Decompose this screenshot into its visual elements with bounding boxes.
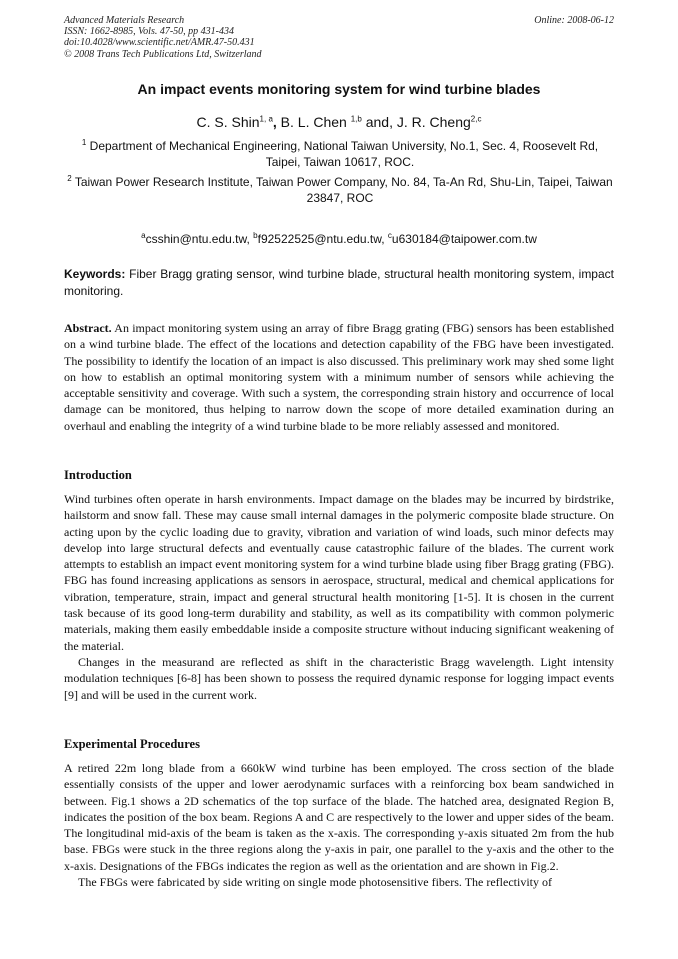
journal-name: Advanced Materials Research: [64, 15, 185, 26]
author-2-sup: 1,b: [350, 114, 362, 124]
affiliation-1-sup: 1: [81, 138, 87, 147]
experimental-paragraph-1: A retired 22m long blade from a 660kW wind turbine has been employed. The cross section of the blade essentially consists of the upper and lower aerodynamic surfaces with a reinforcing box beam sandwiched in between. Fig.1 shows a 2D schematics of the top surface of the blade. The hatched area, designated Region B, indicates the position of the box beam. Regions A and C are respectively to the lower and upper sides of the beam. The longitudinal mid-axis of the beam is taken as the x-axis. The corresponding y-axis situated 2m from the hub base. FBGs were stuck in the three regions along the y-axis in pair, one parallel to the y-axis and the other to the x-axis. Designations of the FBGs indicates the region as well as the orientation and are shown in Fig.2.: [64, 761, 614, 873]
abstract: [64, 320, 614, 434]
affiliation-2: [64, 174, 616, 206]
experimental-body: [64, 760, 614, 890]
affiliation-2-text: Taiwan Power Research Institute, Taiwan Power Company, No. 84, Ta-An Rd, Shu-Lin, Taipei, Taiwan 23847, ROC: [71, 175, 613, 205]
issn-line: ISSN: 1662-8985, Vols. 47-50, pp 431-434: [64, 26, 234, 38]
keywords-text: Fiber Bragg grating sensor, wind turbine blade, structural health monitoring system, impact monitoring.: [64, 267, 614, 298]
email-a[interactable]: csshin@ntu.edu.tw,: [145, 232, 254, 246]
introduction-body: [64, 491, 614, 703]
author-separator: ,: [272, 114, 277, 130]
experimental-paragraph-2: The FBGs were fabricated by side writing on single mode photosensitive fibers. The reflectivity of: [78, 875, 552, 890]
copyright-line: © 2008 Trans Tech Publications Ltd, Switzerland: [64, 48, 262, 60]
author-line: [0, 114, 678, 130]
doi-line: doi:10.4028/www.scientific.net/AMR.47-50.431: [64, 37, 255, 49]
abstract-label: Abstract.: [64, 321, 112, 335]
keywords-label: Keywords:: [64, 267, 126, 281]
keywords: [64, 266, 614, 299]
author-1-sup: 1, a: [259, 114, 273, 124]
affiliation-1-text: Department of Mechanical Engineering, National Taiwan University, No.1, Sec. 4, Roosevelt Rd, Taipei, Taiwan 10617, ROC.: [86, 139, 599, 169]
journal-header: [64, 15, 262, 60]
author-1: C. S. Shin: [196, 114, 260, 130]
author-3-sup: 2,c: [470, 114, 482, 124]
paper-title: An impact events monitoring system for wind turbine blades: [137, 81, 541, 97]
email-a-sup: a: [141, 231, 146, 240]
email-b[interactable]: f92522525@ntu.edu.tw,: [257, 232, 388, 246]
author-2: B. L. Chen: [276, 114, 351, 130]
introduction-paragraph-1: Wind turbines often operate in harsh environments. Impact damage on the blades may be incurred by birdstrike, hailstorm and snow fall. These may cause small internal damages in the polymeric composite blade structure. On acting upon by the cyclic loading due to gravity, vibration and variation of wind loads, such minor defects may develop into large structural defects and eventually cause catastrophic failure of the blades. The current work attempts to establish an impact event monitoring system for a wind turbine blade using fiber Bragg grating (FBG). FBG has found increasing applications as sensors in aerospace, structural, medical and chemical applications for vibration, temperature, strain, impact and general structural health monitoring [1-5]. It is chosen in the current task because of its good long-term durability and stability, as well as its compatibility with common polymeric materials, making them easily embeddable inside a composite structure without inducing significant weakening of the material.: [64, 492, 614, 653]
abstract-text: An impact monitoring system using an array of fibre Bragg grating (FBG) sensors has been established on a wind turbine blade. The effect of the locations and detection capability of the FBG have been investigated. The possibility to identify the location of an impact is also discussed. This preliminary work may shed some light on how to establish an optimal monitoring system with a minimum number of sensors while achieving the acceptable sensitivity and coverage. With such a system, the corresponding strain history and occurrence of local damage can be monitored, thus helping to narrow down the scope of more detailed examination during an overhaul and enabling the integrity of a wind turbine blade to be more reliably assessed and monitored.: [64, 321, 614, 433]
affiliation-2-sup: 2: [67, 174, 72, 183]
email-line: [0, 232, 678, 246]
email-c[interactable]: u630184@taipower.com.tw: [391, 232, 537, 246]
online-date: Online: 2008-06-12: [534, 15, 614, 26]
email-b-sup: b: [253, 231, 258, 240]
experimental-heading: Experimental Procedures: [64, 737, 200, 751]
affiliation-1: [64, 138, 616, 170]
introduction-heading: Introduction: [64, 468, 132, 482]
author-3: and, J. R. Cheng: [361, 114, 471, 130]
email-c-sup: c: [387, 231, 392, 240]
introduction-paragraph-2: Changes in the measurand are reflected as shift in the characteristic Bragg wavelength. Light intensity modulation techniques [6-8] has been shown to possess the required dynamic response for logging impact events [9] and will be used in the current work.: [64, 654, 614, 702]
